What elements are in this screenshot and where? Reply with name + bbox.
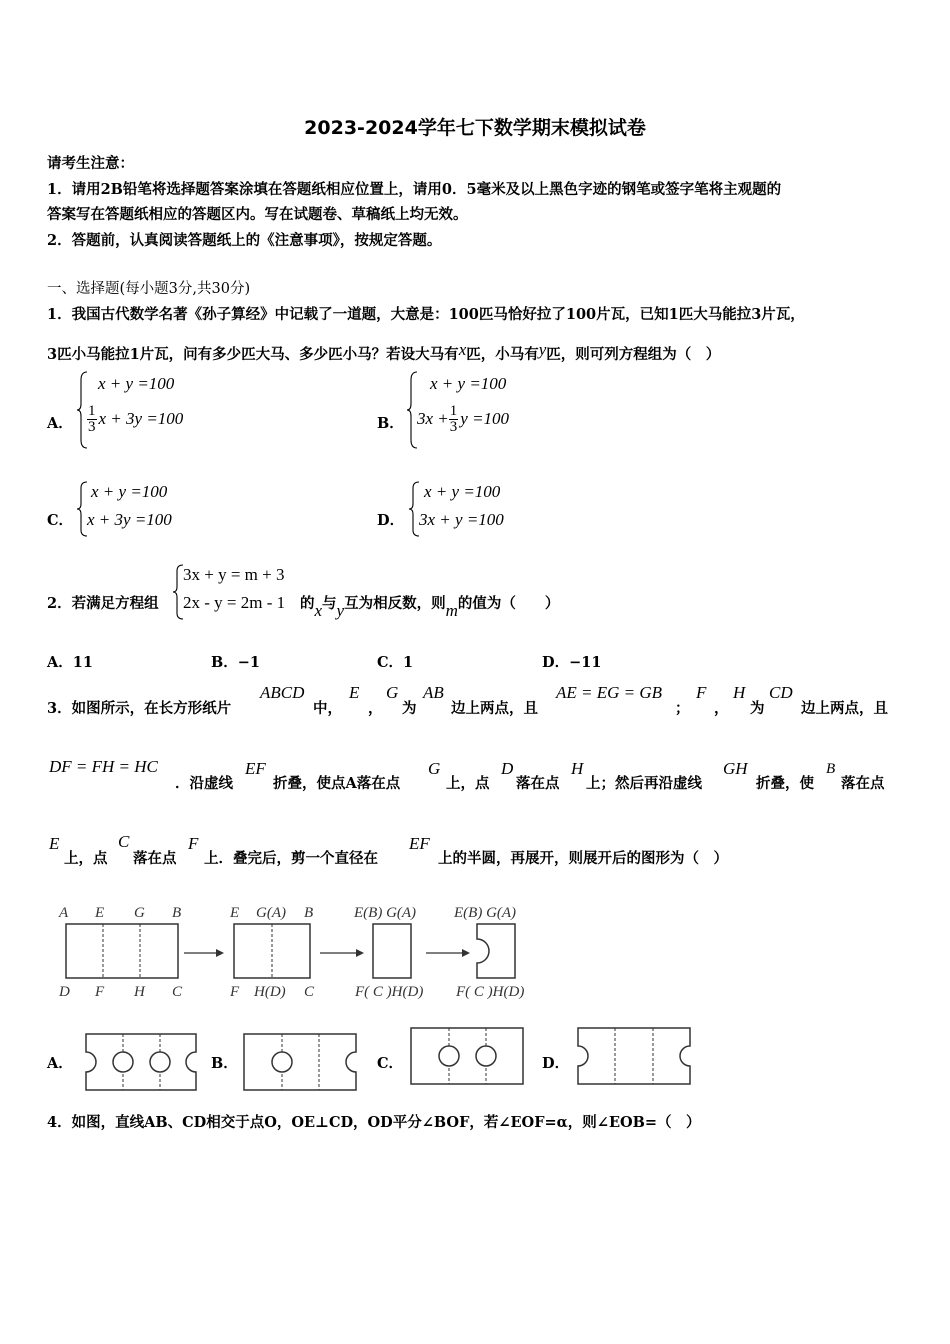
q3-l2-t7: 落在点 (516, 775, 560, 792)
arrow-head-icon (462, 949, 470, 957)
q1-option-b-system (406, 370, 556, 450)
fig1-top-label: G (134, 905, 145, 921)
q2-eq2: 2x - y = 2m - 1 (183, 593, 286, 612)
q3-l2-m0: DF = FH = HC (49, 757, 158, 776)
q3-t4: ， (368, 700, 383, 717)
arrow-head-icon (356, 949, 364, 957)
q1-a-eq2: $\frac{1}{3}$ x + 3y =100 (88, 403, 184, 435)
q2-option-c: C．1 (377, 654, 414, 671)
q1-option-d-label: D． (377, 512, 405, 529)
q1-option-c-system (76, 480, 216, 538)
q1-line2 (47, 340, 720, 364)
fig1-bottom-label: C (172, 984, 183, 1000)
notice-line2: 2．答题前，认真阅读答题纸上的《注意事项》，按规定答题。 (47, 232, 442, 249)
fig1-bottom-label: D (59, 984, 70, 1000)
q3-answer-b-figure (240, 1030, 365, 1094)
q2-rest: 的x与y互为相反数，则m的值为（ ） (300, 595, 560, 620)
q1-option-d-system (408, 480, 548, 538)
q1-c-eq2: x + 3y =100 (87, 510, 172, 529)
q2-option-d: D．−11 (542, 654, 602, 671)
q1-option-b-label: B． (377, 415, 404, 432)
q3-answer-d-label: D． (542, 1055, 570, 1072)
q3-l2-t13: 落在点 (841, 775, 885, 792)
q3-l3-t3: 落在点 (133, 850, 177, 867)
q3-l2-m10: GH (723, 759, 748, 778)
fig1-rect (66, 924, 178, 978)
q3-m15: CD (769, 683, 793, 702)
q2-eq1: 3x + y = m + 3 (183, 565, 285, 584)
q3-l2-m8: H (571, 759, 584, 778)
q3-answer-c-figure (407, 1024, 527, 1088)
fig2-top-label: E (230, 905, 240, 921)
q3-l3-m6: EF (409, 834, 430, 853)
q3-l2-m6: D (501, 759, 514, 778)
q1-line2c: 匹，则可列方程组为（ ） (546, 346, 721, 363)
q3-l3-m4: F (188, 834, 199, 853)
fig2-top-label: B (304, 905, 314, 921)
q3-l2-m2: EF (245, 759, 266, 778)
fig3-rect (373, 924, 411, 978)
notice-line1a: 1．请用2B铅笔将选择题答案涂填在答题纸相应位置上，请用0．5毫米及以上黑色字迹的钢笔或签字笔将主观题的 (47, 181, 782, 198)
q1-c-eq1: x + y =100 (91, 482, 168, 501)
q3-l2-t1: ．沿虚线 (175, 775, 233, 792)
q2-system (172, 563, 302, 621)
q3-m1: ABCD (260, 683, 305, 702)
q3-t6: 为 (402, 700, 417, 717)
fig2-bottom-label: C (304, 984, 315, 1000)
q1-var-y: y (538, 340, 547, 359)
q3-l3-t7: 上的半圆，再展开，则展开后的图形为（ ） (438, 850, 728, 867)
q2-prefix: 2．若满足方程组 (47, 595, 159, 612)
q3-answer-d-figure (572, 1024, 697, 1088)
notice-line1b: 答案写在答题纸相应的答题区内。写在试题卷、草稿纸上均无效。 (47, 206, 468, 223)
q3-m13: H (733, 683, 746, 702)
q2-option-b: B．−1 (211, 654, 260, 671)
q3-t8: 边上两点，且 (451, 700, 538, 717)
q3-m3: E (349, 683, 360, 702)
q3-t16: 边上两点，且 (801, 700, 888, 717)
q2-option-a: A．11 (47, 654, 93, 671)
section-heading: 一、选择题(每小题3分,共30分) (47, 281, 251, 297)
q3-l2-m12: B (826, 761, 836, 777)
page-title: 2023-2024学年七下数学期末模拟试卷 (304, 117, 646, 139)
fraction: $\frac{1}{3}$ (449, 403, 458, 435)
q3-t2: 中， (313, 700, 342, 717)
q3-m5: G (386, 683, 399, 702)
fig1-top-label: A (59, 905, 69, 921)
q1-d-eq1: x + y =100 (424, 482, 501, 501)
fig1-top-label: E (95, 905, 105, 921)
q3-t0: 3．如图所示，在长方形纸片 (47, 700, 232, 717)
fig1-top-label: B (172, 905, 182, 921)
q4-text: 4．如图，直线AB、CD相交于点O，OE⊥CD，OD平分∠BOF，若∠EOF=α，则∠EOB=（ ） (47, 1114, 701, 1131)
fig3-bottom-label: F( C )H(D) (355, 984, 424, 1000)
q3-l2-m4: G (428, 759, 441, 778)
fig1-bottom-label: F (95, 984, 105, 1000)
q3-l3-m0: E (49, 834, 60, 853)
q3-l2-t9: 上；然后再沿虚线 (586, 775, 702, 792)
q3-m7: AB (423, 683, 444, 702)
q1-b-eq1: x + y =100 (430, 374, 507, 393)
q3-t10: ； (675, 700, 690, 717)
q3-m9: AE = EG = GB (556, 683, 663, 702)
arrow-head-icon (216, 949, 224, 957)
q3-answer-c-label: C． (377, 1055, 404, 1072)
fig1-bottom-label: H (134, 984, 145, 1000)
notice-heading: 请考生注意： (47, 155, 134, 172)
q3-l2-t5: 上，点 (446, 775, 490, 792)
q1-option-a-label: A． (47, 415, 73, 432)
q3-answer-a-figure (76, 1030, 201, 1094)
q1-option-a-system (76, 370, 216, 450)
fig3-top-label: E(B) G(A) (354, 905, 417, 921)
fig4-cut-shape (477, 924, 515, 978)
q3-l2-t11: 折叠，使 (756, 775, 814, 792)
fig4-bottom-label: F( C )H(D) (456, 984, 525, 1000)
q3-folding-figure (50, 895, 550, 1005)
fraction: $\frac{1}{3}$ (88, 403, 96, 435)
q3-l3-t5: 上．叠完后，剪一个直径在 (204, 850, 378, 867)
q3-l3-m2: C (118, 832, 130, 851)
q1-b-eq2: 3x + $\frac{1}{3}$ y =100 (417, 403, 510, 435)
fig2-bottom-label: F (230, 984, 240, 1000)
fig2-top-label: G(A) (256, 905, 286, 921)
q3-answer-a-label: A． (47, 1055, 73, 1072)
q1-var-x: x (458, 340, 467, 359)
q3-l2-t3: 折叠，使点A落在点 (273, 775, 401, 792)
q3-t12: ， (714, 700, 729, 717)
q3-l3-t1: 上，点 (64, 850, 108, 867)
q3-t14: 为 (750, 700, 765, 717)
q1-line1: 1．我国古代数学名著《孙子算经》中记载了一道题，大意是：100匹马恰好拉了100片瓦，已知1匹大马能拉3片瓦， (47, 306, 805, 323)
q1-d-eq2: 3x + y =100 (419, 510, 504, 529)
q1-line2b: 匹，小马有 (466, 346, 539, 363)
q1-line2a: 3匹小马能拉1片瓦，问有多少匹大马、多少匹小马？若设大马有 (47, 346, 459, 363)
q1-option-c-label: C． (47, 512, 74, 529)
q1-a-eq1: x + y =100 (98, 374, 175, 393)
q3-answer-b-label: B． (211, 1055, 238, 1072)
fig4-top-label: E(B) G(A) (454, 905, 517, 921)
q3-m11: F (696, 683, 707, 702)
fig2-bottom-label: H(D) (254, 984, 286, 1000)
